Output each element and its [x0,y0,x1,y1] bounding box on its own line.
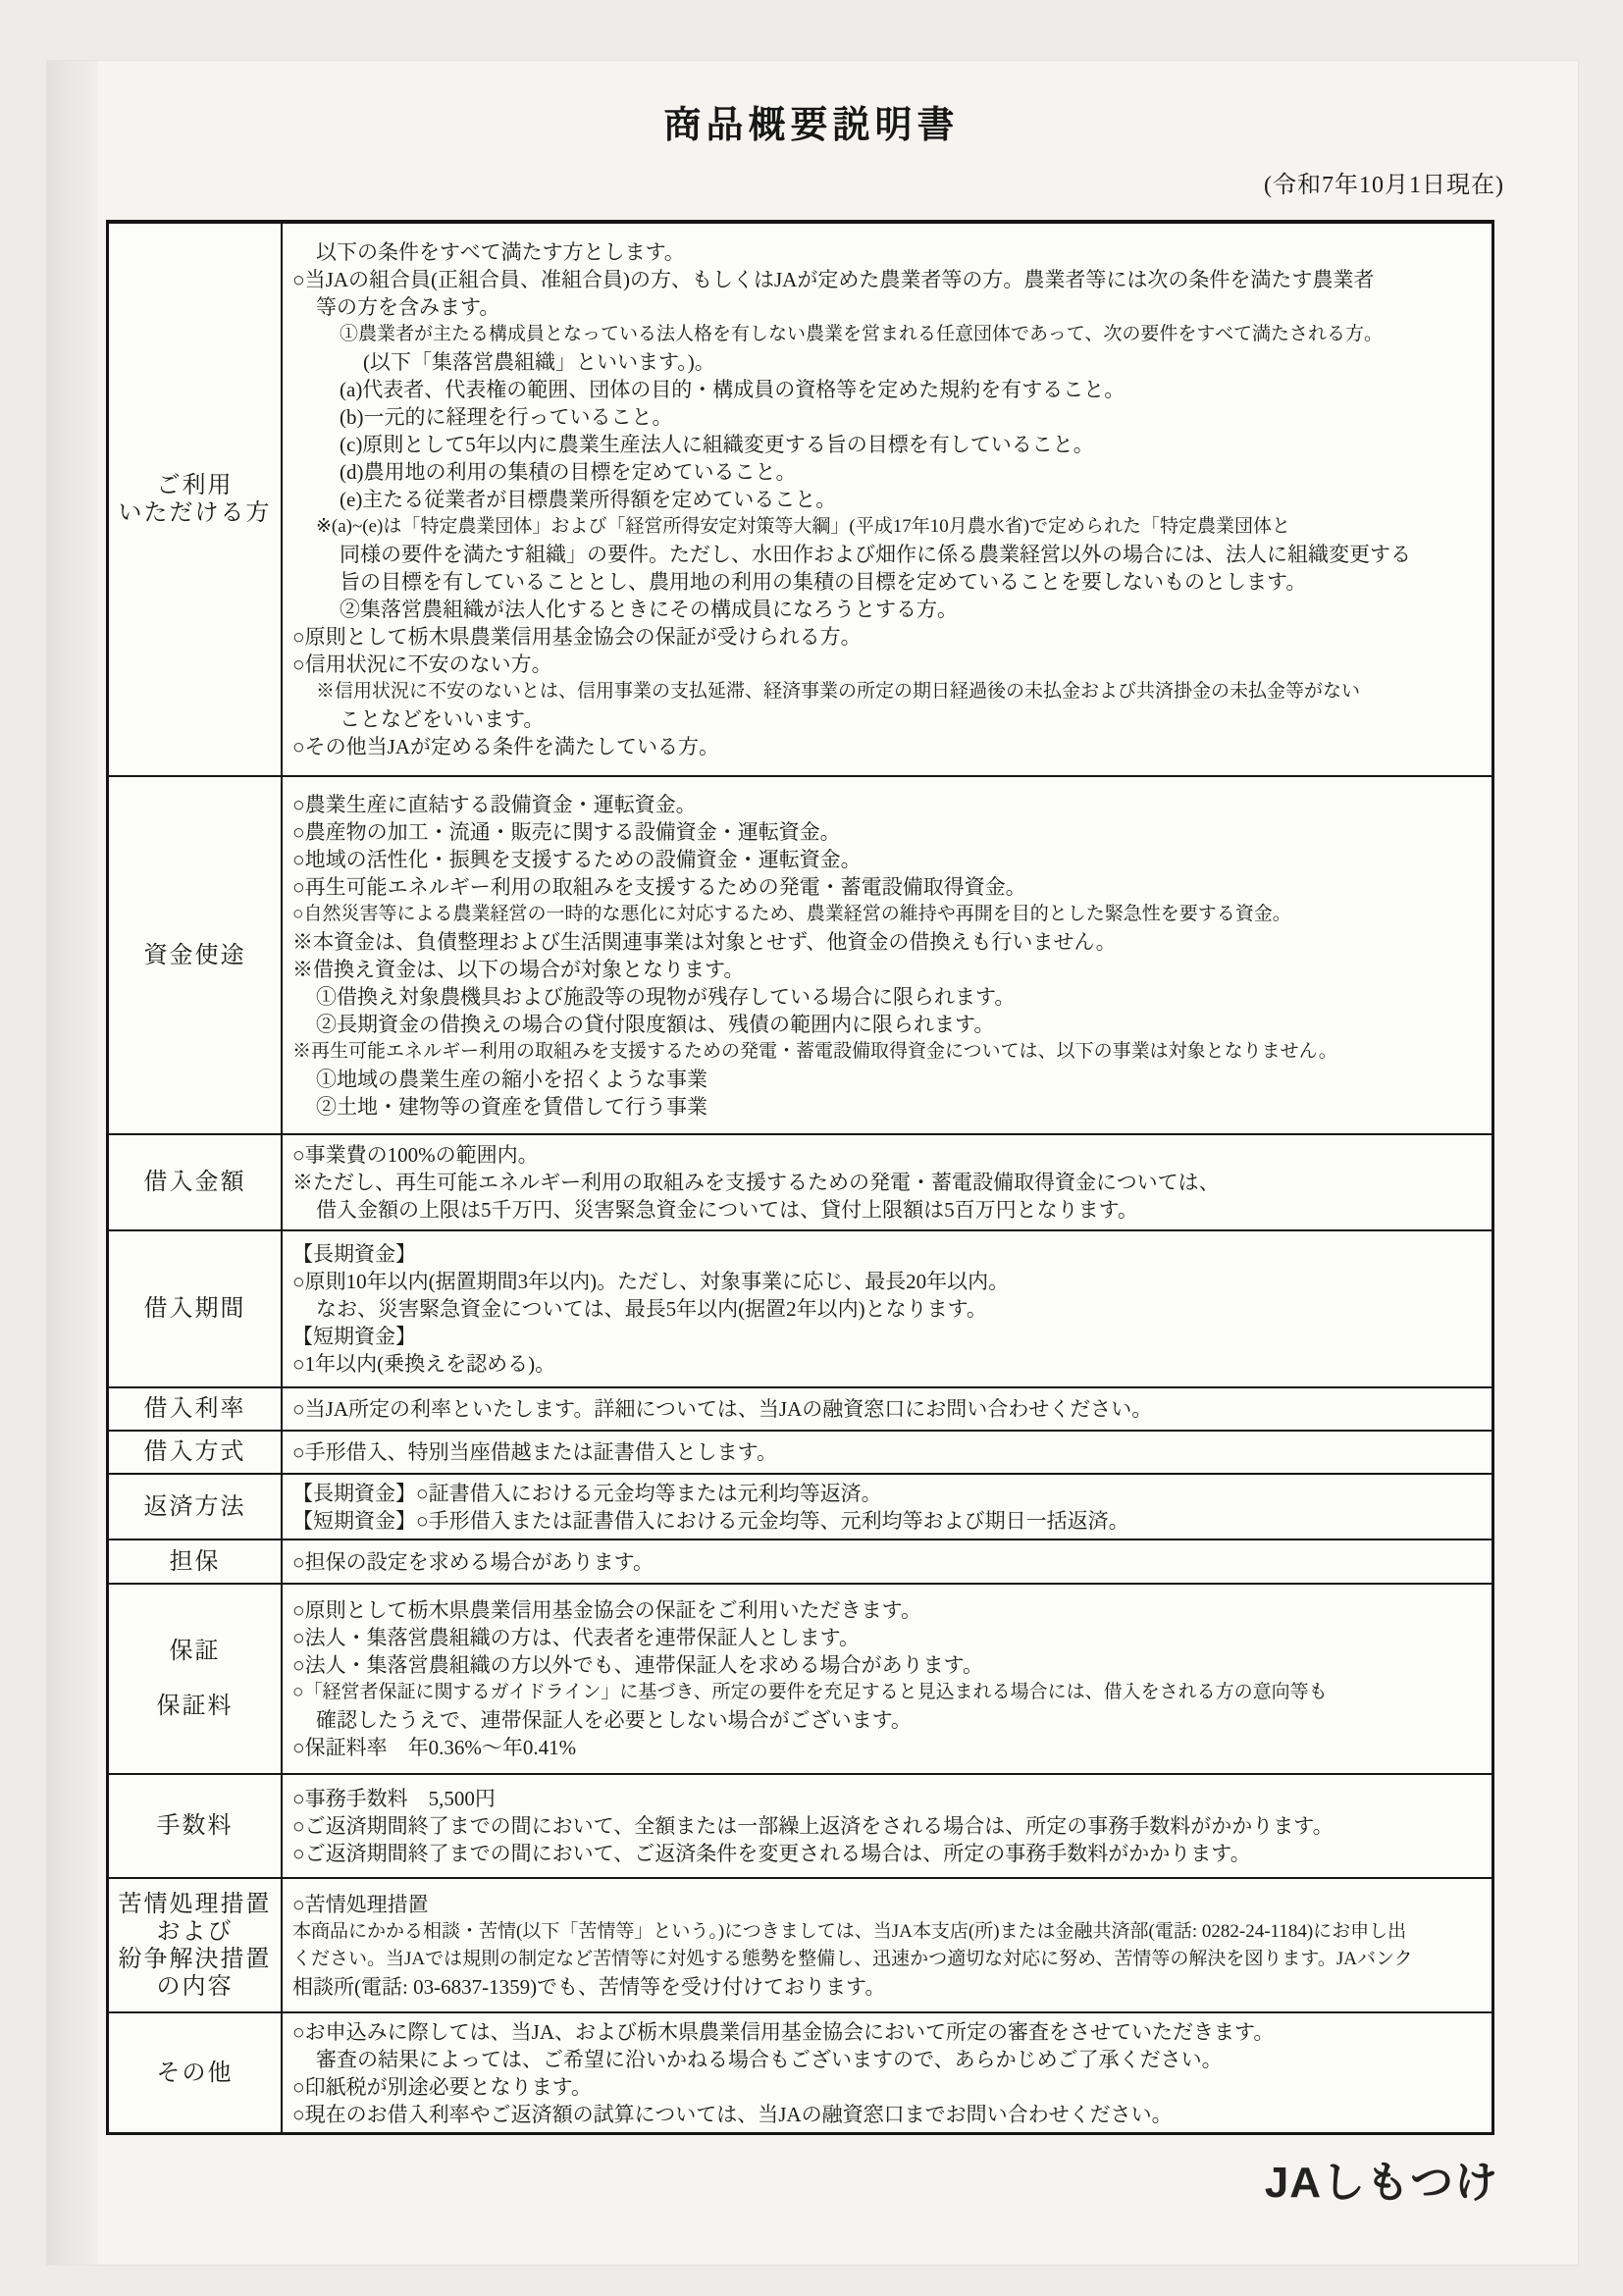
table-row [109,1430,1492,1473]
row-label-line: および [156,1918,234,1945]
row-label-line: 保証 [169,1639,221,1664]
text-line: 確認したうえで、連帯保証人を必要としない場合がございます。 [316,1708,912,1732]
row-label-line: ご利用 [156,473,234,498]
row-content [283,1475,1492,1539]
table-row [109,2011,1492,2132]
row-label [109,1475,283,1539]
text-line: 相談所(電話: 03-6837-1359)でも、苦情等を受け付けております。 [292,1974,886,1999]
row-content [283,1775,1492,1877]
text-line: ことなどをいいます。 [340,707,545,731]
text-line: ○当JAの組合員(正組合員、准組合員)の方、もしくはJAが定めた農業者等の方。農業者等には次の条件を満たす農業者 [292,268,1375,291]
row-label-line: 苦情処理措置 [118,1891,272,1917]
text-line: (以下「集落営農組織」といいます。)。 [363,350,715,374]
text-line: ○保証料率 年0.36%〜年0.41% [292,1736,577,1759]
text-line: なお、災害緊急資金については、最長5年以内(据置2年以内)となります。 [316,1297,987,1321]
row-label [109,1231,283,1386]
text-line: ください。当JAでは規則の制定など苦情等に対処する態勢を整備し、迅速かつ適切な対応に努め、苦情等の解決を図ります。JAバンク [292,1948,1413,1969]
text-line: ○手形借入、特別当座借越または証書借入とします。 [292,1440,778,1464]
table-row [109,1386,1492,1430]
table-row [109,1229,1492,1386]
row-content [283,1585,1492,1773]
text-line: 【短期資金】 [292,1325,416,1348]
row-label [109,1388,283,1430]
row-label [109,1879,283,2011]
row-label-line: その他 [156,2060,234,2086]
row-content [283,1388,1492,1430]
row-label [109,1135,283,1229]
row-label-line: の内容 [156,1973,234,2000]
text-line: (d)農用地の利用の集積の目標を定めていること。 [340,460,797,484]
text-line: ○再生可能エネルギー利用の取組みを支援するための発電・蓄電設備取得資金。 [292,874,1026,899]
table-row [109,1877,1492,2011]
row-label [109,2013,283,2132]
row-content [283,224,1492,775]
text-line: ○原則10年以内(据置期間3年以内)。ただし、対象事業に応じ、最長20年以内。 [292,1270,1010,1293]
text-line: ○事業費の100%の範囲内。 [292,1143,539,1167]
text-line: (e)主たる従業者が目標農業所得額を定めていること。 [340,488,837,511]
text-line: ○原則として栃木県農業信用基金協会の保証をご利用いただきます。 [292,1598,922,1622]
text-line: ○「経営者保証に関するガイドライン」に基づき、所定の要件を充足すると見込まれる場合には、借入をされる方の意向等も [292,1682,1328,1702]
row-label [109,224,283,775]
row-label-line: 資金使途 [143,942,246,968]
text-line: 借入金額の上限は5千万円、災害緊急資金については、貸付上限額は5百万円となります。 [316,1198,1138,1222]
row-label-line: 紛争解決措置 [118,1946,272,1972]
text-line: ②長期資金の借換えの場合の貸付限度額は、残債の範囲内に限られます。 [316,1012,995,1036]
row-label-line: 借入期間 [143,1296,246,1322]
text-line: 【長期資金】○証書借入における元金均等または元利均等返済。 [292,1481,882,1505]
table-row [109,775,1492,1133]
row-content [283,2013,1492,2132]
text-line: ○その他当JAが定める条件を満たしている方。 [292,735,720,758]
text-line: ○現在のお借入利率やご返済額の試算については、当JAの融資窓口までお問い合わせください。 [292,2102,1173,2126]
text-line: ○印紙税が別途必要となります。 [292,2074,593,2099]
date-note: (令和7年10月1日現在) [1264,173,1504,198]
row-label-line: いただける方 [118,500,272,526]
row-label [109,1775,283,1877]
text-line: ※信用状況に不安のないとは、信用事業の支払延滞、経済事業の所定の期日経過後の未払金および共済掛金の未払金等がない [316,681,1361,702]
row-label-line: 借入利率 [143,1396,246,1422]
text-line: 同様の要件を満たす組織」の要件。ただし、水田作および畑作に係る農業経営以外の場合には、法人に組織変更する [340,543,1411,566]
text-line: ※再生可能エネルギー利用の取組みを支援するための発電・蓄電設備取得資金については、以下の事業は対象となりません。 [292,1040,1337,1062]
row-label [109,1540,283,1583]
footer-brand: JAしもつけ [1264,2159,1498,2207]
text-line: ○法人・集落営農組織の方以外でも、連帯保証人を求める場合があります。 [292,1653,984,1677]
row-content [283,777,1492,1133]
text-line: 【長期資金】 [292,1242,416,1266]
text-line: ○苦情処理措置 [292,1892,429,1916]
document-title: 商品概要説明書 [663,105,960,146]
text-line: ○事務手数料 5,500円 [292,1787,496,1810]
row-content [283,1540,1492,1583]
text-line: ②集落営農組織が法人化するときにその構成員になろうとする方。 [340,598,958,621]
row-label [109,1585,283,1773]
text-line: ○地域の活性化・振興を支援するための設備資金・運転資金。 [292,847,862,871]
table-row [109,1473,1492,1539]
text-line: ○1年以内(乗換えを認める)。 [292,1352,556,1376]
row-content [283,1432,1492,1473]
text-line: 【短期資金】○手形借入または証書借入における元金均等、元利均等および期日一括返済。 [292,1508,1129,1533]
text-line: ○当JA所定の利率といたします。詳細については、当JAの融資窓口にお問い合わせください。 [292,1397,1153,1421]
text-line: ※借換え資金は、以下の場合が対象となります。 [292,957,745,981]
text-line: ○原則として栃木県農業信用基金協会の保証が受けられる方。 [292,625,862,649]
row-content [283,1231,1492,1386]
text-line: ○信用状況に不安のない方。 [292,652,552,676]
text-line: ①地域の農業生産の縮小を招くような事業 [316,1067,707,1091]
row-label-line: 借入方式 [143,1439,246,1465]
table-row [109,1773,1492,1877]
row-label [109,777,283,1133]
table-row [109,1133,1492,1229]
row-label-line: 保証料 [156,1694,234,1719]
row-label [109,1432,283,1473]
text-line: (b)一元的に経理を行っていること。 [340,405,673,429]
text-line: 以下の条件をすべて満たす方とします。 [316,240,685,264]
row-label-line: 手数料 [156,1813,234,1839]
text-line: 審査の結果によっては、ご希望に沿いかねる場合もございますので、あらかじめご了承ください。 [316,2047,1223,2071]
table-row [109,224,1492,775]
text-line: ①農業者が主たる構成員となっている法人格を有しない農業を営まれる任意団体であって、次の要件をすべて満たされる方。 [340,324,1384,344]
table-row [109,1583,1492,1773]
text-line: ①借換え対象農機具および施設等の現物が残存している場合に限られます。 [316,984,1016,1009]
text-line: ※(a)~(e)は「特定農業団体」および「経営所得安定対策等大綱」(平成17年10月農水省)で定められた「特定農業団体と [316,516,1291,537]
scan-edge-shadow [47,61,98,2265]
text-line: (a)代表者、代表権の範囲、団体の目的・構成員の資格等を定めた規約を有すること。 [340,378,1126,401]
text-line: (c)原則として5年以内に農業生産法人に組織変更する旨の目標を有していること。 [340,433,1094,456]
row-label-line: 借入金額 [143,1170,246,1195]
table-row [109,1539,1492,1583]
text-line: ○法人・集落営農組織の方は、代表者を連帯保証人とします。 [292,1626,861,1649]
text-line: ※本資金は、負債整理および生活関連事業は対象とせず、他資金の借換えも行いません。 [292,929,1117,954]
text-line: 本商品にかかる相談・苦情(以下「苦情等」という。)につきましては、当JA本支店(所)または金融共済部(電話: 0282-24-1184)にお申し出 [292,1920,1407,1942]
text-line: ※ただし、再生可能エネルギー利用の取組みを支援するための発電・蓄電設備取得資金については、 [292,1171,1220,1194]
row-label-line: 担保 [169,1548,221,1575]
text-line: ○ご返済期間終了までの間において、ご返済条件を変更される場合は、所定の事務手数料がかかります。 [292,1842,1251,1865]
text-line: ○農産物の加工・流通・販売に関する設備資金・運転資金。 [292,819,841,844]
row-content [283,1879,1492,2011]
text-line: ○お申込みに際しては、当JA、および栃木県農業信用基金協会において所定の審査をさせていただきます。 [292,2019,1275,2044]
text-line: ○自然災害等による農業経営の一時的な悪化に対応するため、農業経営の維持や再開を目的とした緊急性を要する資金。 [292,903,1291,924]
text-line: ○担保の設定を求める場合があります。 [292,1549,654,1574]
text-line: 等の方を含みます。 [316,295,500,319]
text-line: 旨の目標を有していることとし、農用地の利用の集積の目標を定めていることを要しないものとします。 [340,570,1307,594]
row-label-line: 返済方法 [143,1493,246,1520]
text-line: ②土地・建物等の資産を賃借して行う事業 [316,1094,707,1119]
row-content [283,1135,1492,1229]
text-line: ○ご返済期間終了までの間において、全額または一部繰上返済をされる場合は、所定の事務手数料がかかります。 [292,1814,1334,1838]
product-table [106,220,1494,2135]
text-line: ○農業生産に直結する設備資金・運転資金。 [292,792,697,816]
